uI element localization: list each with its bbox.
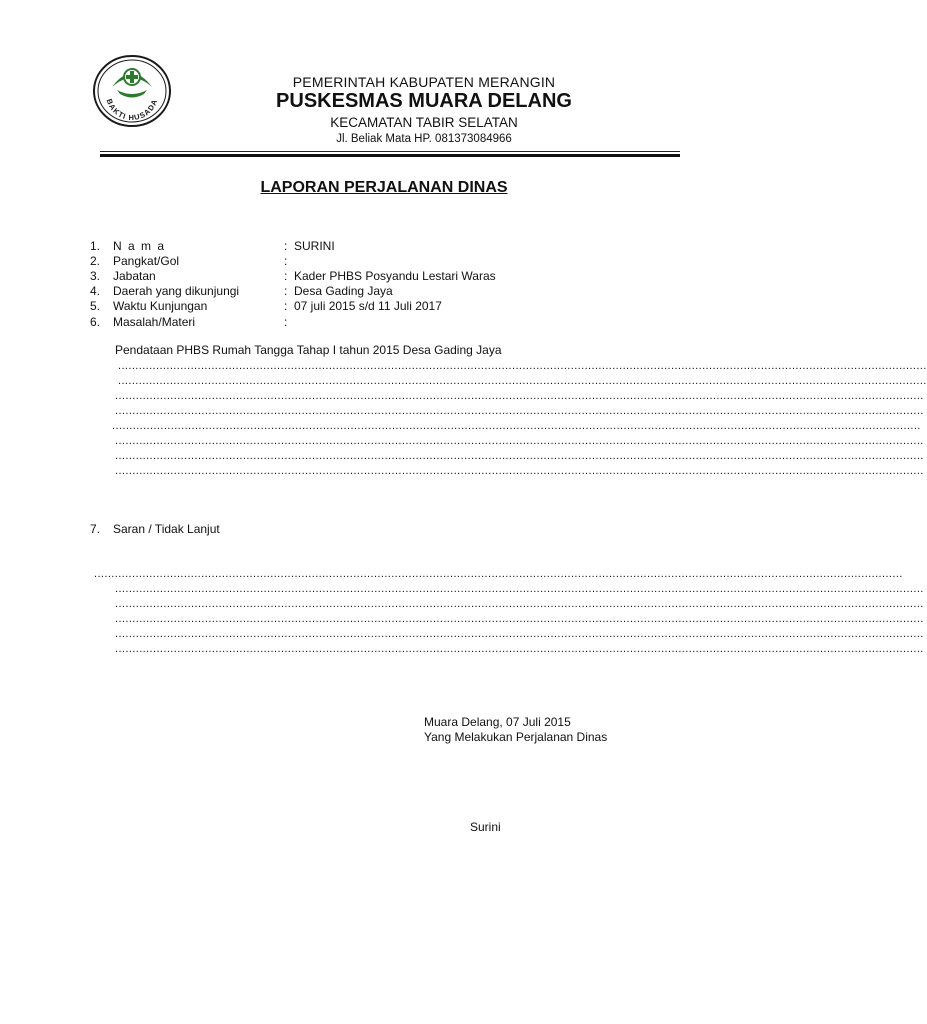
field-number: 5.	[90, 299, 101, 313]
field-label-waktu: Waktu Kunjungan	[113, 299, 208, 313]
dotted-line: ..........................................................................................................................................................................................................................................	[115, 628, 924, 640]
field-number: 6.	[90, 315, 101, 329]
dotted-line: ..........................................................................................................................................................................................................................................	[115, 390, 924, 402]
materi-text: Pendataan PHBS Rumah Tangga Tahap I tahun 2015 Desa Gading Jaya	[115, 343, 502, 357]
field-value-jabatan: Kader PHBS Posyandu Lestari Waras	[294, 269, 496, 283]
field-label-nama: N a m a	[113, 239, 166, 253]
field-colon: :	[284, 269, 288, 283]
field-value-nama: SURINI	[294, 239, 335, 253]
header-divider-thin	[100, 151, 680, 152]
svg-text:BAKTI HUSADA: BAKTI HUSADA	[104, 97, 160, 123]
field-label-daerah: Daerah yang dikunjungi	[113, 284, 240, 298]
dotted-line: ..........................................................................................................................................................................................................................................	[115, 465, 924, 477]
header-address: Jl. Beliak Mata HP. 081373084966	[336, 133, 512, 145]
field-number: 3.	[90, 269, 101, 283]
field-colon: :	[284, 239, 288, 253]
field-label-masalah: Masalah/Materi	[113, 315, 196, 329]
field-colon: :	[284, 254, 288, 268]
field-value-waktu: 07 juli 2015 s/d 11 Juli 2017	[294, 299, 442, 313]
dotted-line: ..........................................................................................................................................................................................................................................	[115, 613, 924, 625]
dotted-line: ..........................................................................................................................................................................................................................................	[112, 420, 921, 432]
field-colon: :	[284, 284, 288, 298]
dotted-line: ..........................................................................................................................................................................................................................................	[94, 568, 903, 580]
header-district: KECAMATAN TABIR SELATAN	[330, 115, 518, 130]
dotted-line: ..........................................................................................................................................................................................................................................	[115, 405, 924, 417]
document-title: LAPORAN PERJALANAN DINAS	[260, 179, 508, 196]
header-institution: PUSKESMAS MUARA DELANG	[276, 90, 572, 112]
saran-label: Saran / Tidak Lanjut	[113, 522, 220, 536]
field-label-pangkat: Pangkat/Gol	[113, 254, 180, 268]
dotted-line: ..........................................................................................................................................................................................................................................	[115, 643, 924, 655]
saran-number: 7.	[90, 522, 101, 536]
dotted-line: ..........................................................................................................................................................................................................................................	[115, 450, 924, 462]
field-number: 4.	[90, 284, 101, 298]
bakti-husada-logo	[92, 54, 172, 128]
signature-role: Yang Melakukan Perjalanan Dinas	[424, 730, 608, 744]
field-value-daerah: Desa Gading Jaya	[294, 284, 393, 298]
field-number: 2.	[90, 254, 101, 268]
signature-place-date: Muara Delang, 07 Juli 2015	[424, 715, 571, 729]
field-label-jabatan: Jabatan	[113, 269, 156, 283]
dotted-line: ..........................................................................................................................................................................................................................................	[118, 360, 927, 372]
field-colon: :	[284, 315, 288, 329]
header-divider-thick	[100, 154, 680, 157]
dotted-line: ..........................................................................................................................................................................................................................................	[115, 435, 924, 447]
field-colon: :	[284, 299, 288, 313]
field-number: 1.	[90, 239, 101, 253]
dotted-line: ..........................................................................................................................................................................................................................................	[115, 583, 924, 595]
dotted-line: ..........................................................................................................................................................................................................................................	[115, 598, 924, 610]
header-government: PEMERINTAH KABUPATEN MERANGIN	[292, 74, 556, 90]
dotted-line: ..........................................................................................................................................................................................................................................	[118, 375, 927, 387]
signature-name: Surini	[470, 820, 501, 834]
